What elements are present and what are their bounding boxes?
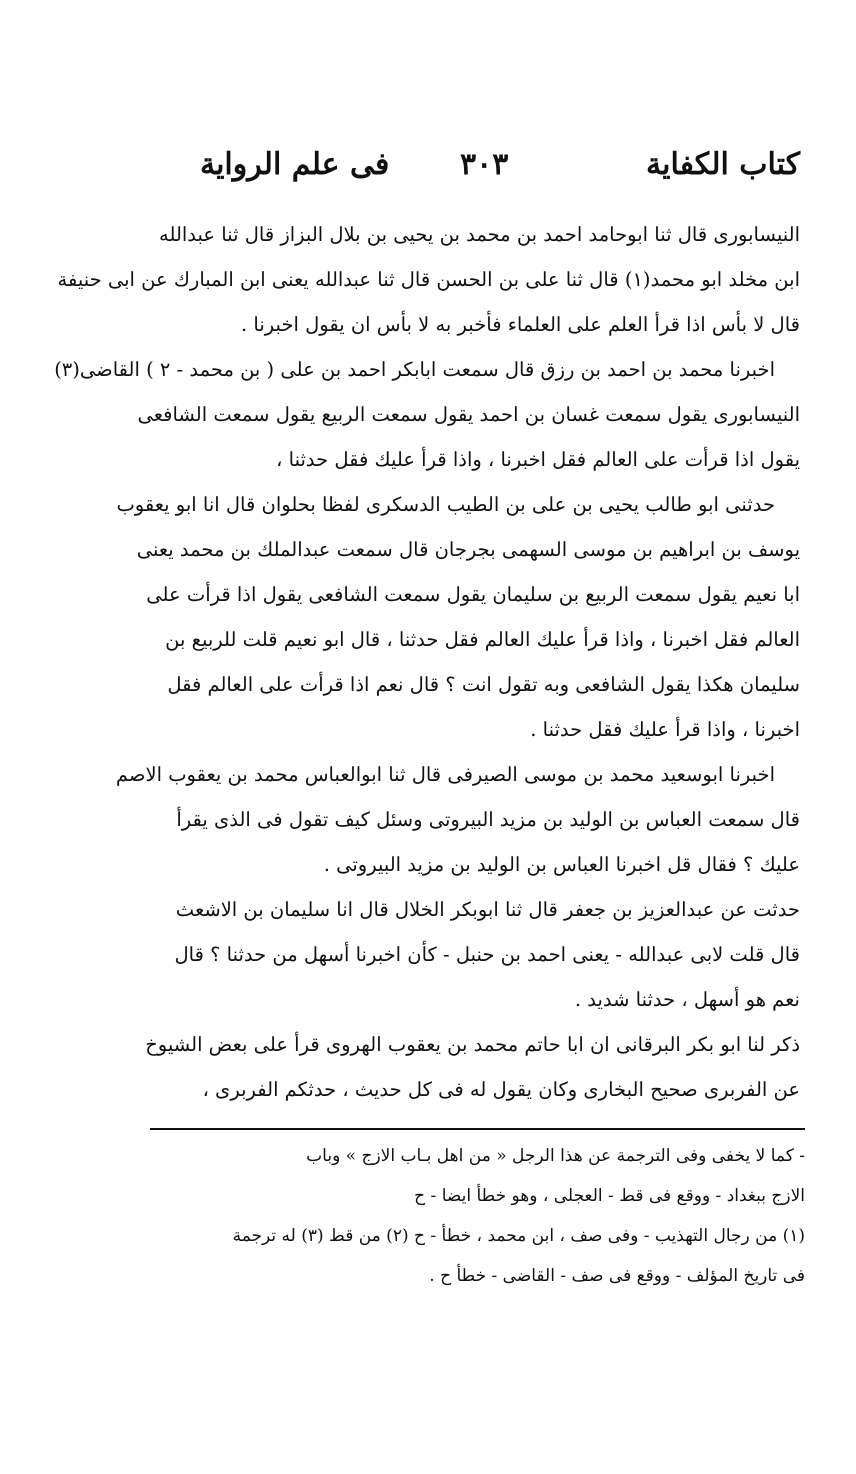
footnote-line: الازج ببغداد - ووقع فى قط - العجلى ، وهو خطأ ايضا - ح (414, 1186, 805, 1206)
text-line: عن الفربرى صحيح البخارى وكان يقول له فى كل حديث ، حدثكم الفربرى ، (202, 1078, 800, 1101)
text-line: النيسابورى قال ثنا ابوحامد احمد بن محمد بن يحيى بن بلال البزاز قال ثنا عبدالله (159, 223, 800, 246)
text-line: عليك ؟ فقال قل اخبرنا العباس بن الوليد بن مزيد البيروتى . (323, 853, 800, 876)
text-line: ابا نعيم يقول سمعت الربيع بن سليمان يقول سمعت الشافعى يقول اذا قرأت على (146, 583, 800, 606)
text-line: اخبرنا ، واذا قرأ عليك فقل حدثنا . (530, 718, 800, 741)
book-title: كتاب الكفاية (646, 147, 800, 182)
text-line: النيسابورى يقول سمعت غسان بن احمد يقول سمعت الربيع يقول سمعت الشافعى (137, 403, 800, 426)
text-line: سليمان هكذا يقول الشافعى وبه تقول انت ؟ قال نعم اذا قرأت على العالم فقل (167, 673, 800, 696)
footnote-line: - كما لا يخفى وفى الترجمة عن هذا الرجل « من اهل بـاب الازج » وباب (306, 1146, 805, 1166)
text-line: ابن مخلد ابو محمد(١) قال ثنا على بن الحسن قال ثنا عبدالله يعنى ابن المبارك عن ابى حنيفة (57, 268, 800, 291)
text-line: حدثت عن عبدالعزيز بن جعفر قال ثنا ابوبكر الخلال قال انا سليمان بن الاشعث (175, 898, 800, 921)
text-line: يقول اذا قرأت على العالم فقل اخبرنا ، واذا قرأ عليك فقل حدثنا ، (276, 448, 800, 471)
text-line: اخبرنا ابوسعيد محمد بن موسى الصيرفى قال ثنا ابوالعباس محمد بن يعقوب الاصم (115, 763, 775, 786)
book-subtitle: فى علم الرواية (200, 147, 390, 182)
page-number: ٣٠٣ (460, 147, 509, 182)
text-line: قال سمعت العباس بن الوليد بن مزيد البيروتى وسئل كيف تقول فى الذى يقرأ (176, 808, 800, 831)
footnote-divider (150, 1128, 805, 1130)
text-line: قال قلت لابى عبدالله - يعنى احمد بن حنبل - كأن اخبرنا أسهل من حدثنا ؟ قال (174, 943, 800, 966)
footnote-line: (١) من رجال التهذيب - وفى صف ، ابن محمد ، خطأ - ح (٢) من قط (٣) له ترجمة (232, 1226, 805, 1246)
text-line: اخبرنا محمد بن احمد بن رزق قال سمعت ابابكر احمد بن على ( بن محمد - ٢ ) القاضى(٣) (54, 358, 775, 381)
main-text (54, 212, 800, 1112)
text-line: العالم فقل اخبرنا ، واذا قرأ عليك العالم فقل حدثنا ، قال ابو نعيم قلت للربيع بن (165, 628, 800, 651)
text-line: قال لا بأس اذا قرأ العلم على العلماء فأخبر به لا بأس ان يقول اخبرنا . (241, 313, 800, 336)
text-line: ذكر لنا ابو بكر البرقانى ان ابا حاتم محمد بن يعقوب الهروى قرأ على بعض الشيوخ (145, 1033, 800, 1056)
text-line: يوسف بن ابراهيم بن موسى السهمى بجرجان قال سمعت عبدالملك بن محمد يعنى (136, 538, 800, 561)
footnotes (150, 1136, 805, 1296)
footnote-line: فى تاريخ المؤلف - ووقع فى صف - القاضى - خطأ ح . (429, 1266, 805, 1286)
page-header (150, 140, 800, 190)
text-line: حدثنى ابو طالب يحيى بن على بن الطيب الدسكرى لفظا بحلوان قال انا ابو يعقوب (116, 493, 775, 516)
text-line: نعم هو أسهل ، حدثنا شديد . (574, 988, 800, 1011)
